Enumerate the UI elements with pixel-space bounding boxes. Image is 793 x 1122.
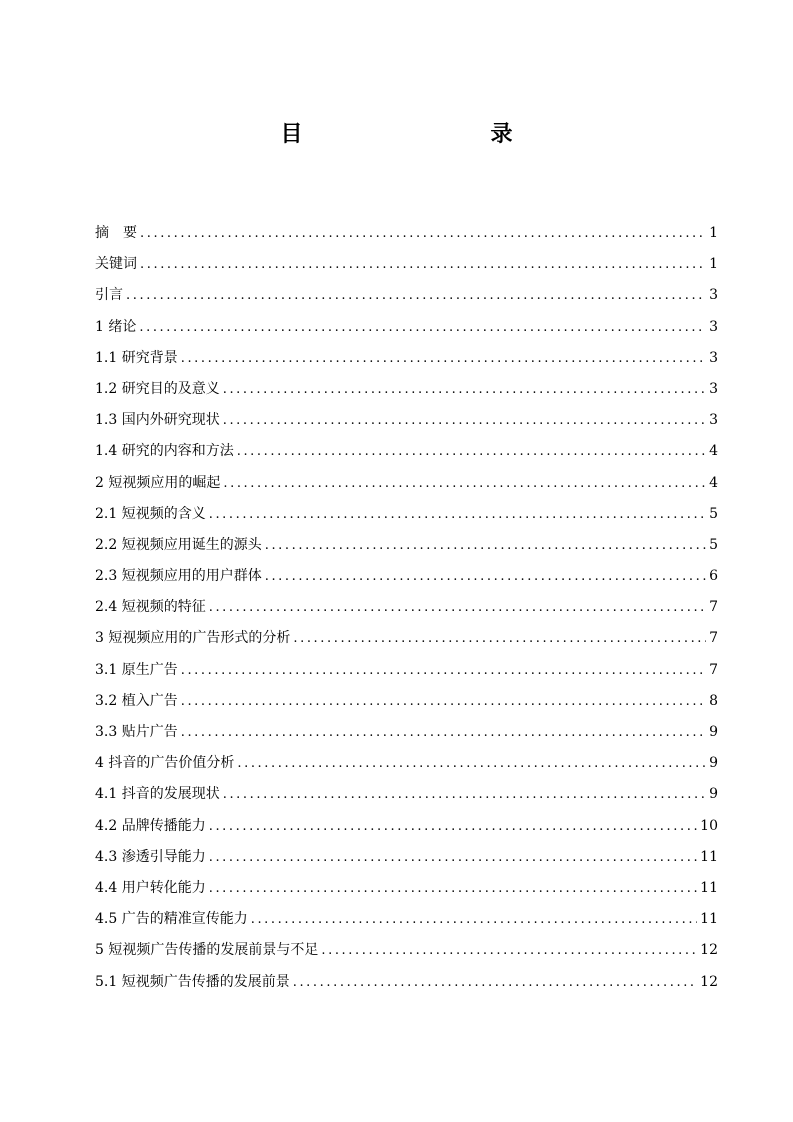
- toc-entry[interactable]: [95, 623, 718, 654]
- toc-entry-label: 摘 要: [95, 225, 137, 241]
- toc-entry-page: 3: [709, 318, 718, 335]
- toc-dot-leader: [237, 748, 706, 779]
- toc-entry[interactable]: [95, 717, 718, 748]
- toc-entry-label: 4.3 渗透引导能力: [95, 848, 206, 865]
- toc-dot-leader: [126, 280, 706, 311]
- toc-dot-leader: [140, 218, 706, 249]
- toc-entry[interactable]: [95, 935, 718, 966]
- toc-entry[interactable]: [95, 530, 718, 561]
- toc-entry[interactable]: [95, 468, 718, 499]
- toc-entry-page: 11: [700, 911, 718, 928]
- toc-dot-leader: [265, 530, 706, 561]
- toc-entry-label: 1.1 研究背景: [95, 349, 178, 366]
- toc-entry-page: 5: [709, 536, 718, 553]
- toc-entry-page: 9: [709, 755, 718, 772]
- toc-dot-leader: [223, 405, 706, 436]
- toc-dot-leader: [181, 343, 706, 374]
- toc-entry-label: 4.4 用户转化能力: [95, 879, 206, 896]
- page-title: 目 录: [280, 121, 561, 147]
- toc-entry-label: 5.1 短视频广告传播的发展前景: [95, 973, 290, 990]
- toc-entry[interactable]: [95, 405, 718, 436]
- toc-entry-page: 1: [709, 256, 718, 273]
- toc-entry-page: 7: [709, 599, 718, 616]
- toc-entry-page: 3: [709, 349, 718, 366]
- toc-entry[interactable]: [95, 561, 718, 592]
- toc-entry-page: 1: [709, 225, 718, 241]
- toc-entry[interactable]: [95, 967, 718, 998]
- toc-entry[interactable]: [95, 312, 718, 343]
- toc-entry-label: 1.3 国内外研究现状: [95, 412, 220, 429]
- toc-entry[interactable]: [95, 655, 718, 686]
- toc-entry[interactable]: [95, 218, 718, 249]
- toc-entry[interactable]: [95, 436, 718, 467]
- toc-entry[interactable]: [95, 249, 718, 280]
- toc-dot-leader: [223, 779, 706, 810]
- toc-dot-leader: [181, 717, 706, 748]
- toc-entry-page: 3: [709, 412, 718, 429]
- toc-entry[interactable]: [95, 592, 718, 623]
- toc-dot-leader: [209, 499, 706, 530]
- toc-entry-label: 5 短视频广告传播的发展前景与不足: [95, 942, 319, 959]
- toc-dot-leader: [321, 935, 697, 966]
- toc-dot-leader: [251, 904, 697, 935]
- toc-dot-leader: [265, 561, 706, 592]
- toc-entry-page: 7: [709, 661, 718, 678]
- toc-entry-label: 引言: [95, 287, 123, 304]
- toc-entry-label: 4.1 抖音的发展现状: [95, 786, 220, 803]
- toc-entry[interactable]: [95, 842, 718, 873]
- toc-entry-label: 3.2 植入广告: [95, 692, 178, 709]
- toc-entry-page: 3: [709, 287, 718, 304]
- toc-entry-page: 12: [700, 942, 718, 959]
- toc-entry[interactable]: [95, 280, 718, 311]
- toc-entry-page: 4: [709, 443, 718, 460]
- toc-dot-leader: [209, 842, 697, 873]
- toc-entry-page: 8: [709, 692, 718, 709]
- toc-entry-label: 关键词: [95, 256, 137, 273]
- toc-entry-label: 1.4 研究的内容和方法: [95, 443, 234, 460]
- toc-entry-page: 4: [709, 474, 718, 491]
- toc-entry-label: 2.3 短视频应用的用户群体: [95, 568, 262, 585]
- toc-entry[interactable]: [95, 343, 718, 374]
- toc-dot-leader: [223, 374, 706, 405]
- toc-entry-label: 2.4 短视频的特征: [95, 599, 206, 616]
- toc-entry-page: 6: [709, 568, 718, 585]
- toc-dot-leader: [209, 592, 706, 623]
- toc-entry-label: 4.5 广告的精准宣传能力: [95, 911, 248, 928]
- toc-dot-leader: [223, 468, 706, 499]
- toc-entry-page: 11: [700, 848, 718, 865]
- toc-dot-leader: [209, 811, 697, 842]
- toc-dot-leader: [181, 686, 706, 717]
- table-of-contents: [95, 218, 718, 998]
- toc-dot-leader: [293, 967, 697, 998]
- toc-dot-leader: [139, 312, 706, 343]
- toc-entry-label: 4.2 品牌传播能力: [95, 817, 206, 834]
- toc-entry-page: 9: [709, 786, 718, 803]
- toc-dot-leader: [209, 873, 697, 904]
- toc-dot-leader: [181, 655, 706, 686]
- toc-entry-page: 9: [709, 724, 718, 740]
- toc-entry-label: 2.1 短视频的含义: [95, 505, 206, 522]
- toc-entry-page: 3: [709, 380, 718, 397]
- toc-entry-page: 5: [709, 505, 718, 522]
- toc-entry[interactable]: [95, 873, 718, 904]
- toc-entry[interactable]: [95, 779, 718, 810]
- toc-dot-leader: [293, 623, 706, 654]
- toc-entry-label: 4 抖音的广告价值分析: [95, 755, 235, 772]
- toc-entry-label: 2 短视频应用的崛起: [95, 474, 221, 491]
- toc-entry-page: 11: [700, 879, 718, 896]
- toc-entry-page: 12: [700, 973, 718, 990]
- toc-entry-page: 7: [709, 630, 718, 647]
- toc-entry-label: 3 短视频应用的广告形式的分析: [95, 630, 291, 647]
- toc-entry-label: 1 绪论: [95, 318, 137, 335]
- toc-entry-label: 3.3 贴片广告: [95, 724, 178, 740]
- toc-entry[interactable]: [95, 904, 718, 935]
- toc-dot-leader: [237, 436, 706, 467]
- toc-entry[interactable]: [95, 374, 718, 405]
- toc-entry-label: 2.2 短视频应用诞生的源头: [95, 536, 262, 553]
- toc-dot-leader: [140, 249, 706, 280]
- toc-entry[interactable]: [95, 499, 718, 530]
- toc-entry[interactable]: [95, 748, 718, 779]
- toc-entry[interactable]: [95, 811, 718, 842]
- toc-entry-label: 1.2 研究目的及意义: [95, 380, 220, 397]
- toc-entry-label: 3.1 原生广告: [95, 661, 178, 678]
- toc-entry-page: 10: [700, 817, 718, 834]
- toc-entry[interactable]: [95, 686, 718, 717]
